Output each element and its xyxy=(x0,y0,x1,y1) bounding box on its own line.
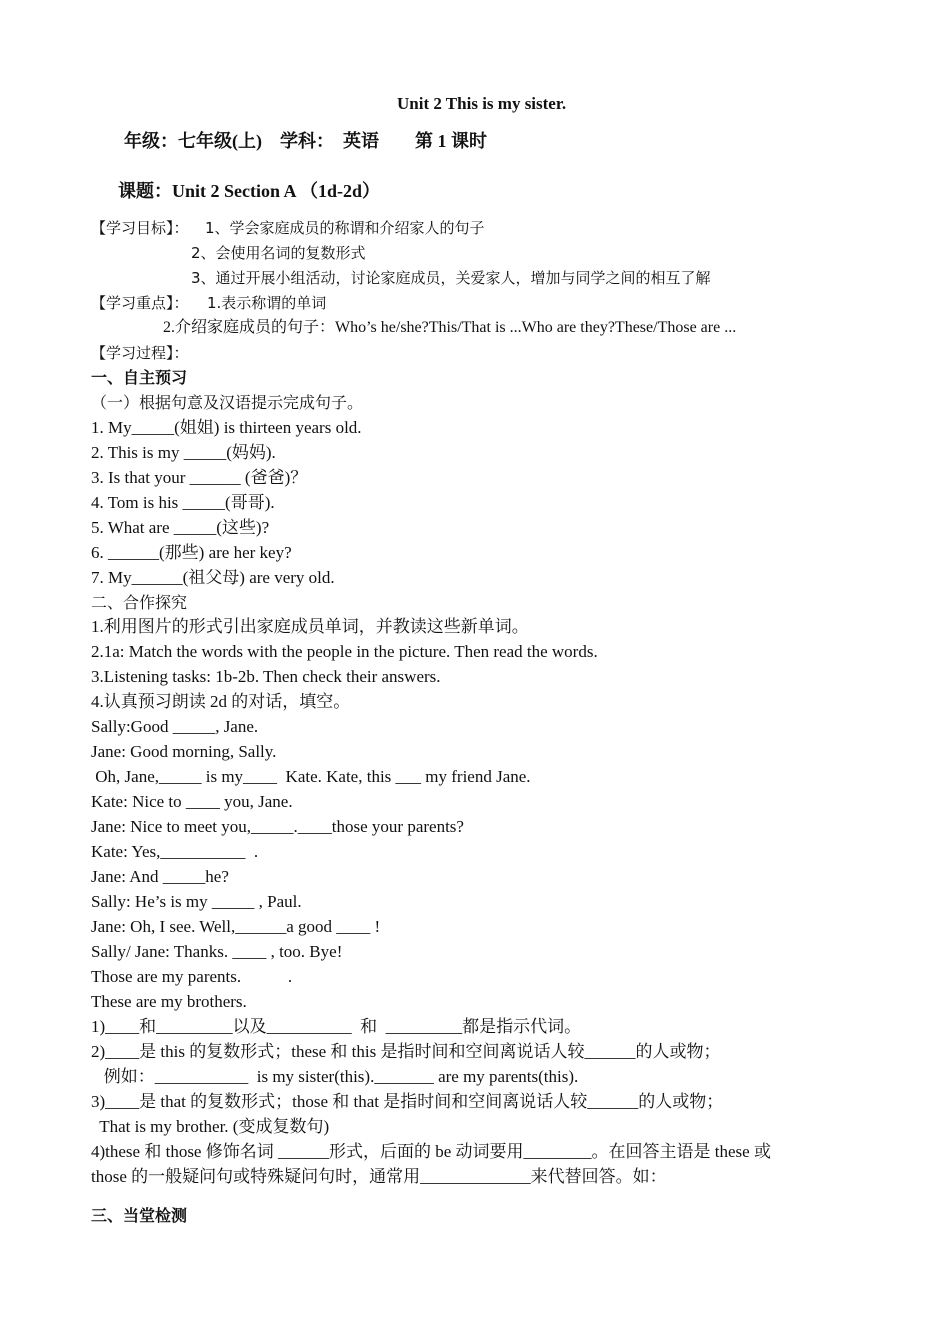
doc-meta: 年级：七年级(上) 学科： 英语 第 1 课时 xyxy=(124,131,487,151)
dialogue-line: Jane: And _____he? xyxy=(91,867,229,886)
exercise-item: 1. My_____(姐姐) is thirteen years old. xyxy=(91,418,362,437)
process-label: 【学习过程】： xyxy=(91,344,189,362)
task-item: 2.1a: Match the words with the people in the picture. Then read the words. xyxy=(91,642,598,661)
section2-heading: 二、合作探究 xyxy=(91,593,188,612)
dialogue-line: Jane: Good morning, Sally. xyxy=(91,742,277,761)
doc-title: Unit 2 This is my sister. xyxy=(397,94,567,113)
dialogue-line: Sally/ Jane: Thanks. ____ , too. Bye! xyxy=(91,942,343,961)
doc-topic: 课题：Unit 2 Section A （1d-2d） xyxy=(118,181,381,201)
task-item: 3.Listening tasks: 1b-2b. Then check their answers. xyxy=(91,667,441,686)
section1-sub: （一）根据句意及汉语提示完成句子。 xyxy=(91,393,364,412)
dialogue-line: Those are my parents. . xyxy=(91,967,293,986)
exercise-item: 3. Is that your ______ (爸爸)？ xyxy=(91,468,308,487)
dialogue-line: Kate: Nice to ____ you, Jane. xyxy=(91,792,293,811)
dialogue-line: Oh, Jane,_____ is my____ Kate. Kate, this ___ my friend Jane. xyxy=(91,767,531,786)
grammar-line: 3)____是 that 的复数形式；those 和 that 是指时间和空间离说话人较______的人或物； xyxy=(91,1092,724,1111)
task-item: 4.认真预习朗读 2d 的对话，填空。 xyxy=(91,692,351,711)
exercise-item: 4. Tom is his _____(哥哥). xyxy=(91,493,275,512)
grammar-line: 例如：___________ is my sister(this)._______ are my parents(this). xyxy=(91,1067,579,1086)
grammar-line: 4)these 和 those 修饰名词 ______形式，后面的 be 动词要用________。在回答主语是 these 或 xyxy=(91,1142,771,1161)
exercise-item: 5. What are _____(这些)? xyxy=(91,518,270,537)
objectives-label: 【学习目标】： xyxy=(91,219,189,237)
dialogue-line: Jane: Oh, I see. Well,______a good ____ ! xyxy=(91,917,381,936)
exercise-item: 2. This is my _____(妈妈). xyxy=(91,443,276,462)
objective-item: 3、通过开展小组活动，讨论家庭成员，关爱家人，增加与同学之间的相互了解 xyxy=(191,269,711,287)
dialogue-line: Kate: Yes,__________ . xyxy=(91,842,259,861)
grammar-line: That is my brother. (变成复数句) xyxy=(91,1117,330,1136)
key-point-item: 1.表示称谓的单词 xyxy=(207,294,327,312)
dialogue-line: Jane: Nice to meet you,_____.____those your parents? xyxy=(91,817,464,836)
dialogue-line: Sally: He’s is my _____ , Paul. xyxy=(91,892,302,911)
objective-item: 2、会使用名词的复数形式 xyxy=(191,244,366,262)
exercise-item: 7. My______(祖父母) are very old. xyxy=(91,568,335,587)
grammar-line: those 的一般疑问句或特殊疑问句时，通常用_____________来代替回答。如： xyxy=(91,1167,667,1186)
objective-item: 1、学会家庭成员的称谓和介绍家人的句子 xyxy=(205,219,485,237)
section1-heading: 一、自主预习 xyxy=(91,368,188,387)
key-points-label: 【学习重点】： xyxy=(91,294,189,312)
grammar-line: 1)____和_________以及__________ 和 _________都是指示代词。 xyxy=(91,1017,582,1036)
task-item: 1.利用图片的形式引出家庭成员单词，并教读这些新单词。 xyxy=(91,617,529,636)
dialogue-line: Sally:Good _____, Jane. xyxy=(91,717,259,736)
grammar-line: 2)____是 this 的复数形式；these 和 this 是指时间和空间离说话人较______的人或物； xyxy=(91,1042,721,1061)
dialogue-line: These are my brothers. xyxy=(91,992,247,1011)
section3-heading: 三、当堂检测 xyxy=(91,1206,188,1225)
exercise-item: 6. ______(那些) are her key? xyxy=(91,543,292,562)
key-point-item: 2.介绍家庭成员的句子：Who’s he/she?This/That is ...Who are they?These/Those are ... xyxy=(163,319,737,336)
